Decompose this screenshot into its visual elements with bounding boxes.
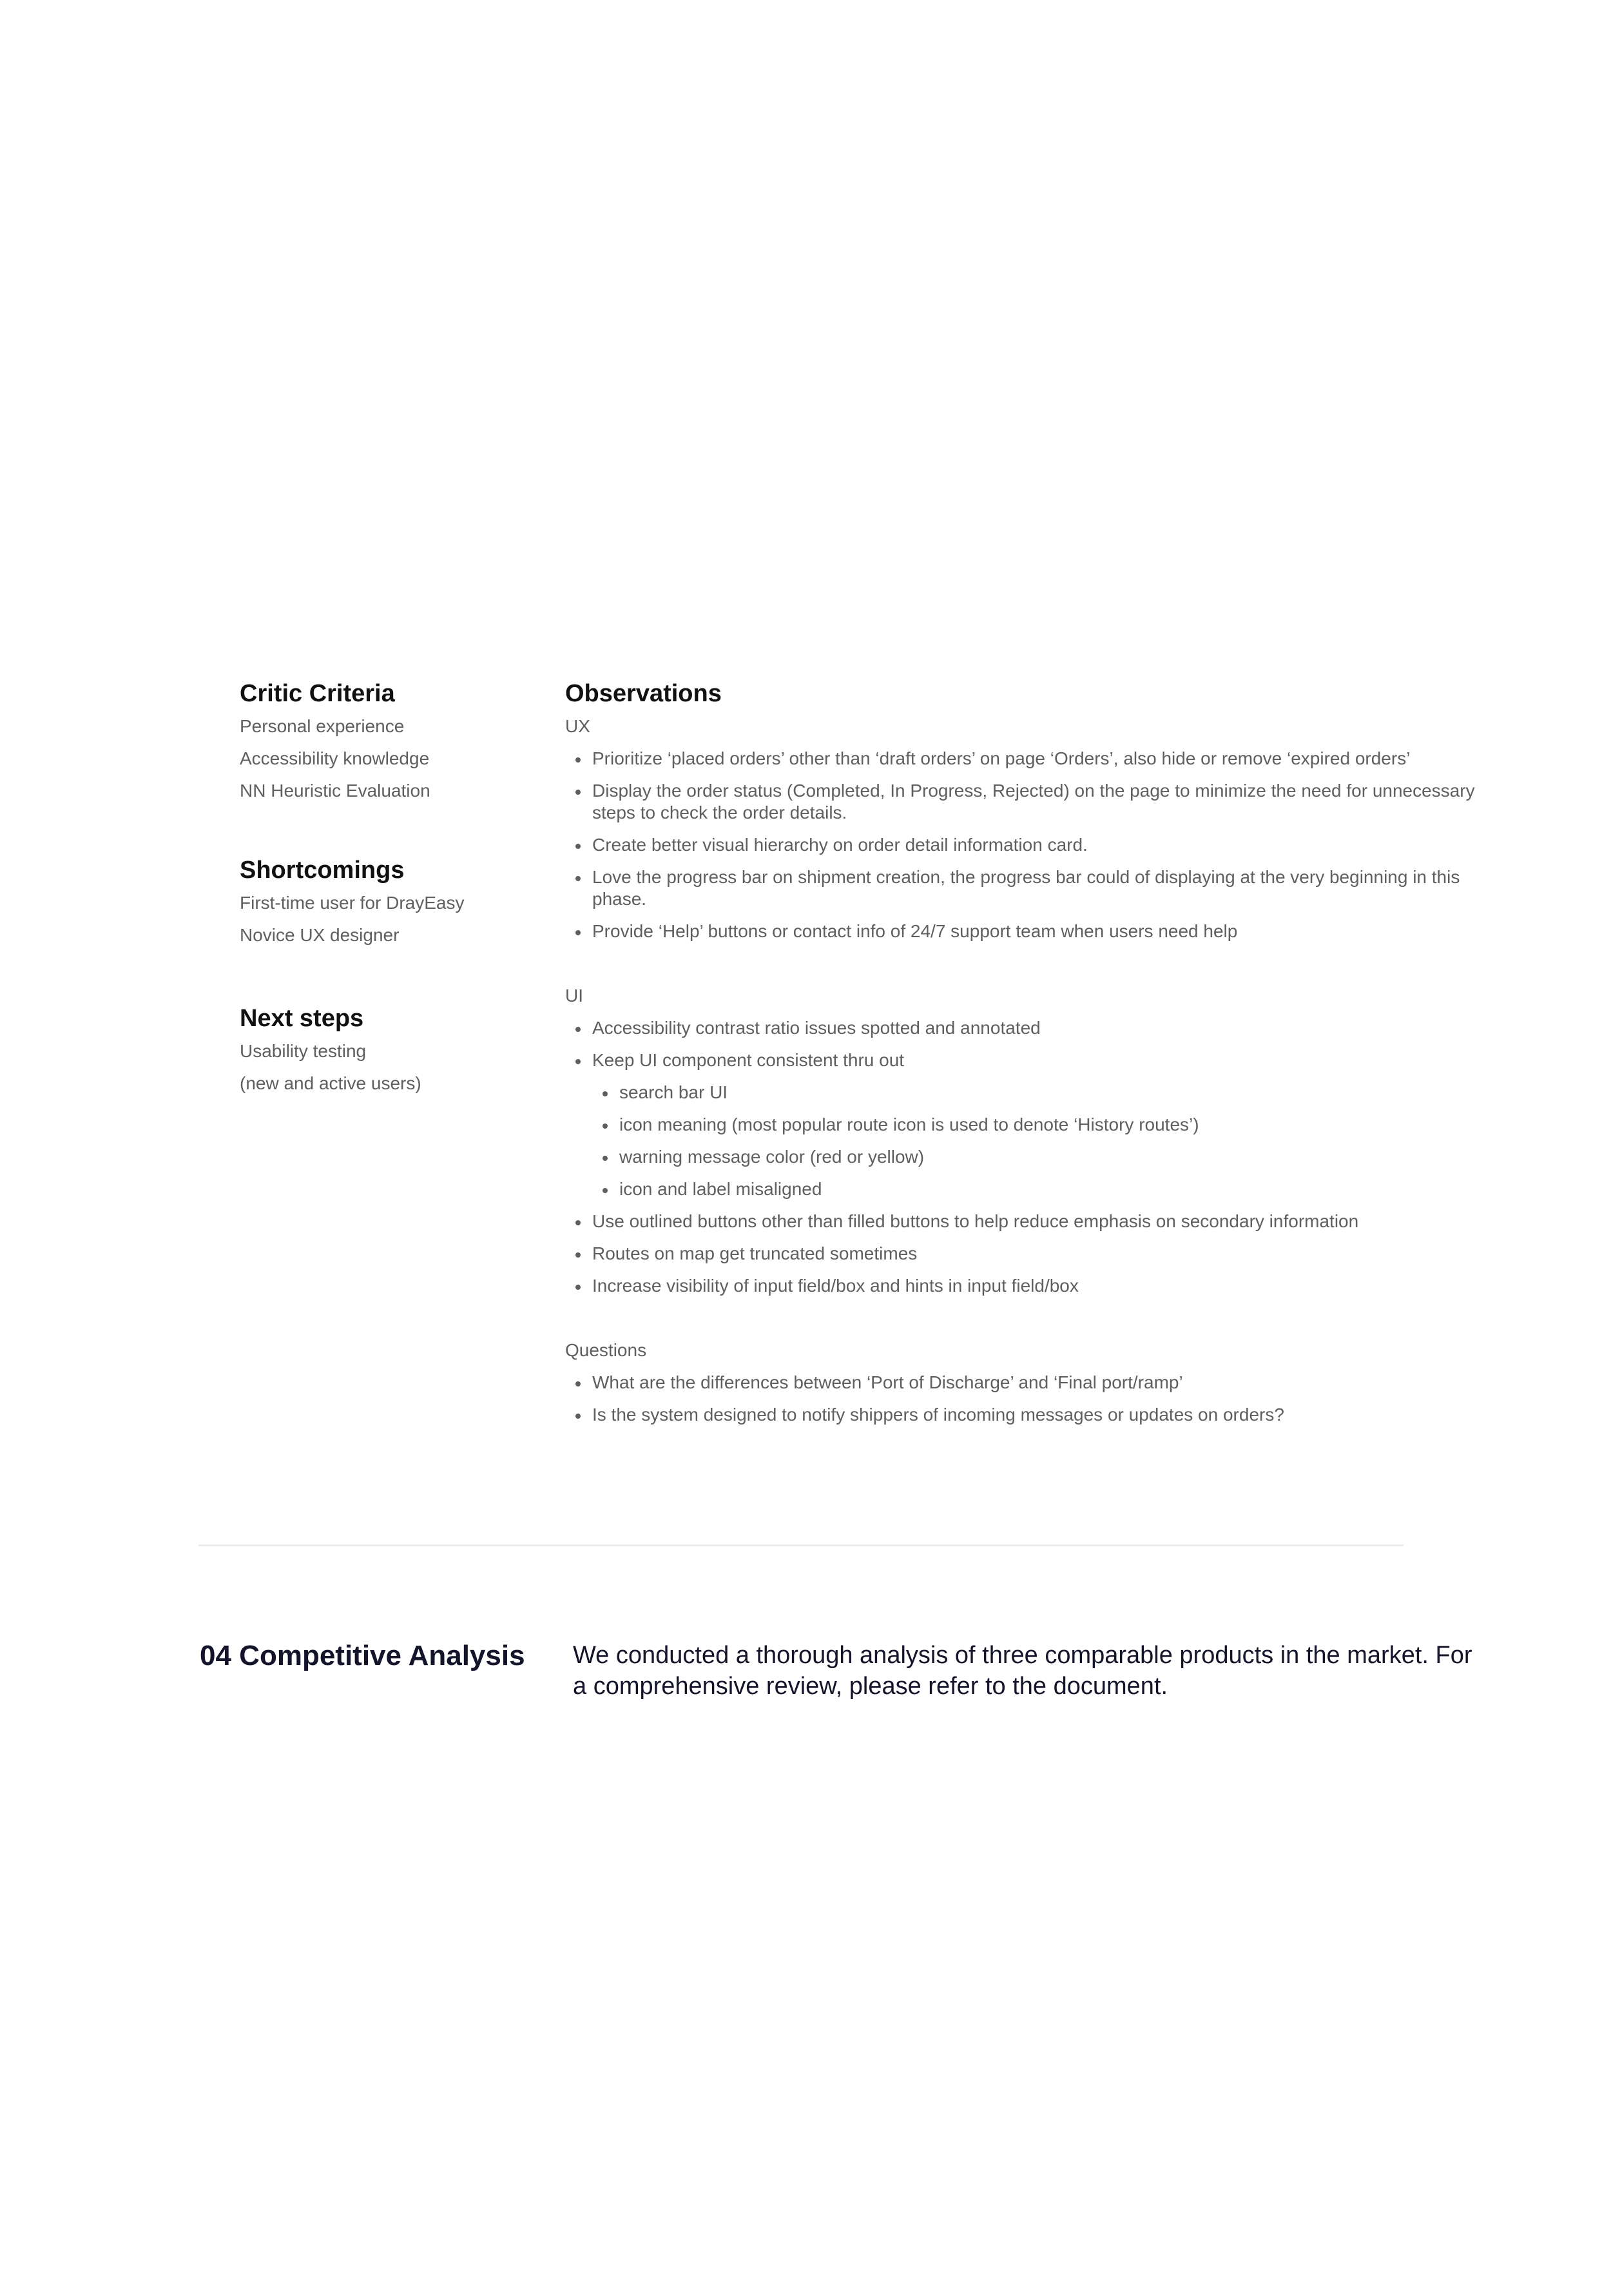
next-step-item: (new and active users) bbox=[240, 1073, 421, 1093]
list-item: Prioritize ‘placed orders’ other than ‘draft orders’ on page ‘Orders’, also hide or remove ‘expired orders’ bbox=[565, 743, 1480, 775]
list-item: Keep UI component consistent thru out bbox=[565, 1044, 1480, 1076]
list-item: Routes on map get truncated sometimes bbox=[565, 1238, 1480, 1270]
critic-item: Personal experience bbox=[240, 716, 405, 736]
ux-list bbox=[565, 743, 1480, 948]
next-steps-section bbox=[240, 1002, 536, 1100]
list-item: Increase visibility of input field/box and hints in input field/box bbox=[565, 1270, 1480, 1302]
list-item: Love the progress bar on shipment creation, the progress bar could of displaying at the very beginning in this phase. bbox=[565, 861, 1480, 915]
critic-item: NN Heuristic Evaluation bbox=[240, 781, 430, 801]
list-item: What are the differences between ‘Port of Discharge’ and ‘Final port/ramp’ bbox=[565, 1367, 1480, 1399]
questions-label: Questions bbox=[565, 1340, 647, 1360]
list-item: Display the order status (Completed, In Progress, Rejected) on the page to minimize the need for unnecessary steps to check the order details. bbox=[565, 775, 1480, 829]
shortcomings-heading: Shortcomings bbox=[240, 857, 405, 884]
ux-label: UX bbox=[565, 716, 590, 736]
criteria-column bbox=[240, 677, 536, 1100]
section-divider bbox=[198, 1544, 1404, 1546]
observations-column bbox=[565, 677, 1480, 1431]
list-item: Is the system designed to notify shippers of incoming messages or updates on orders? bbox=[565, 1399, 1480, 1431]
critic-criteria-heading: Critic Criteria bbox=[240, 680, 395, 707]
sub-list-item: search bar UI bbox=[565, 1076, 1480, 1109]
list-item: Use outlined buttons other than filled buttons to help reduce emphasis on secondary information bbox=[565, 1205, 1480, 1238]
ui-list bbox=[565, 1012, 1480, 1302]
shortcoming-item: Novice UX designer bbox=[240, 925, 400, 945]
next-step-item: Usability testing bbox=[240, 1041, 367, 1061]
shortcoming-item: First-time user for DrayEasy bbox=[240, 893, 465, 913]
list-item: Create better visual hierarchy on order detail information card. bbox=[565, 829, 1480, 861]
sub-list-item: icon and label misaligned bbox=[565, 1173, 1480, 1205]
critic-criteria-section bbox=[240, 677, 536, 807]
ui-label: UI bbox=[565, 986, 583, 1006]
list-item: Accessibility contrast ratio issues spotted and annotated bbox=[565, 1012, 1480, 1044]
list-item: Provide ‘Help’ buttons or contact info of 24/7 support team when users need help bbox=[565, 915, 1480, 948]
next-steps-heading: Next steps bbox=[240, 1005, 364, 1032]
sub-list-item: icon meaning (most popular route icon is used to denote ‘History routes’) bbox=[565, 1109, 1480, 1141]
questions-list bbox=[565, 1367, 1480, 1431]
shortcomings-section bbox=[240, 853, 536, 951]
observations-heading: Observations bbox=[565, 680, 722, 707]
competitive-analysis-description: We conducted a thorough analysis of three comparable products in the market. For a comprehensive review, please refer to the document. bbox=[573, 1642, 1472, 1700]
critic-item: Accessibility knowledge bbox=[240, 748, 430, 768]
sub-list-item: warning message color (red or yellow) bbox=[565, 1141, 1480, 1173]
competitive-analysis-title: 04 Competitive Analysis bbox=[200, 1640, 525, 1671]
